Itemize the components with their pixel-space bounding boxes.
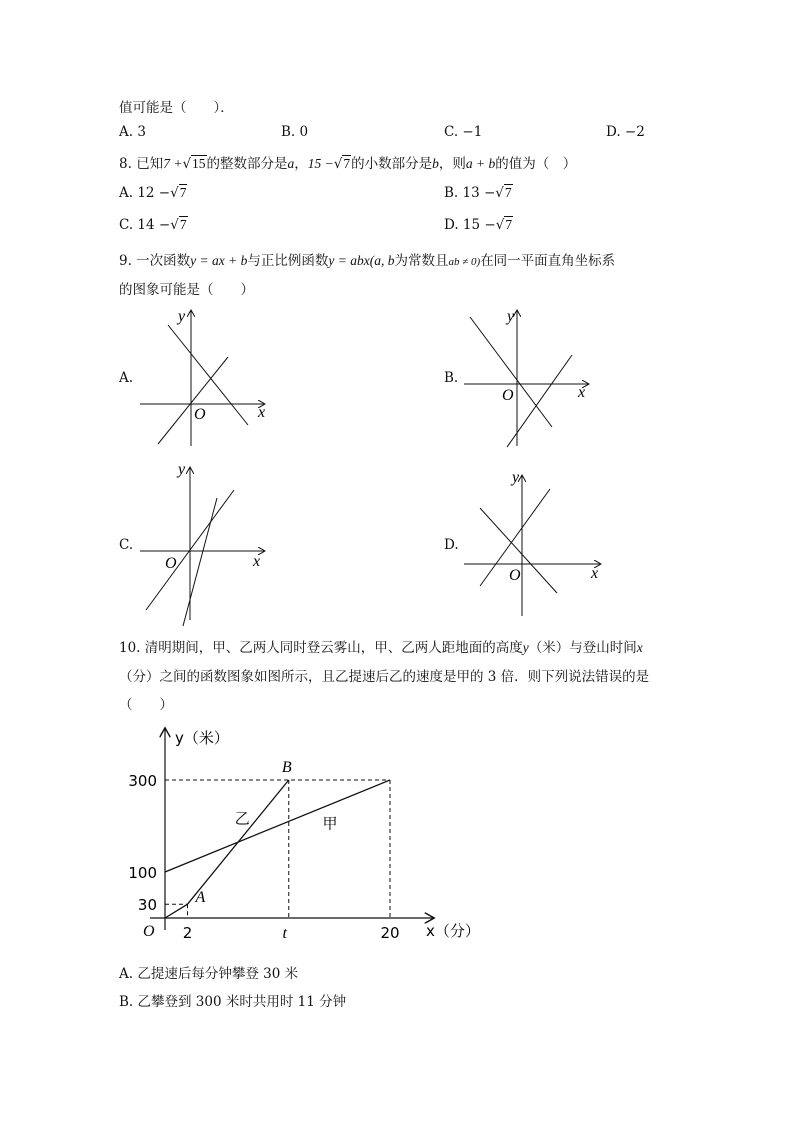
q8-sqrt-15: √15 — [182, 156, 206, 172]
line-decreasing — [470, 317, 552, 427]
q10-stem-line-1 — [119, 636, 643, 656]
q8-number: 8. — [119, 156, 132, 172]
point-b-label: B — [281, 759, 292, 776]
y-tick-300: 300 — [128, 772, 157, 790]
y-tick-100: 100 — [128, 864, 157, 882]
q9-label-a: A. — [119, 370, 134, 386]
x-axis-label: x — [591, 565, 599, 582]
q9-expr-2: y = abx — [328, 253, 370, 268]
series-label-yi: 乙 — [234, 809, 250, 828]
q8-text-6: 的值为（ ） — [495, 156, 577, 172]
q9-graph-b — [462, 305, 602, 455]
q10-stem-line-3: （ ） — [119, 697, 173, 713]
q7-stem-tail: 值可能是（ ）． — [119, 100, 234, 116]
q9-label-d: D. — [444, 537, 459, 553]
q8-expr-3: a + b — [465, 156, 496, 171]
q10-stem-line-2: （分）之间的函数图象如图所示，且乙提速后乙的速度是甲的 3 倍．则下列说法错误的是 — [119, 669, 650, 685]
q9-label-c: C. — [119, 537, 134, 553]
q8-stem — [119, 152, 576, 172]
line-increasing — [158, 357, 228, 444]
q10-text-1: 10. 清明期间，甲、乙两人同时登云雾山，甲、乙两人距地面的高度 — [119, 640, 523, 656]
x-tick-20: 20 — [380, 924, 400, 942]
q7-option-b: B. 0 — [281, 124, 309, 140]
q10-text-2: （米）与登山时间 — [528, 640, 637, 656]
line-decreasing — [168, 325, 248, 425]
q8-expr-1: 7 + — [163, 156, 183, 171]
y-axis-label: y — [178, 461, 186, 478]
origin-label: O — [165, 555, 177, 572]
q9-text-2: 与正比例函数 — [247, 253, 329, 269]
q8-text-3: ， — [294, 156, 308, 172]
x-axis-label: x — [578, 384, 586, 401]
line-steep — [183, 498, 217, 626]
q10-var-y: y — [522, 640, 529, 655]
q10-var-x: x — [636, 640, 643, 655]
q8-text-2: 的整数部分是 — [206, 156, 288, 172]
q7-option-c: C. −1 — [444, 124, 483, 140]
q8-sqrt-7: √7 — [333, 156, 351, 172]
y-axis-label: y — [178, 308, 186, 325]
q8-expr-2: 15 − — [307, 156, 334, 171]
origin-label: O — [502, 387, 514, 404]
q9-expr-1: y = ax + b — [190, 253, 248, 268]
q8-text-5: ，则 — [438, 156, 466, 172]
q8-option-b: B. 13 −√7 — [444, 185, 512, 201]
y-axis-label: y — [512, 469, 520, 486]
series-label-jia: 甲 — [322, 814, 338, 833]
q10-option-a: A. 乙提速后每分钟攀登 30 米 — [119, 966, 299, 982]
q8-var-b: b — [432, 156, 439, 171]
q7-option-a: A. 3 — [119, 124, 146, 140]
q10-option-b: B. 乙攀登到 300 米时共用时 11 分钟 — [119, 994, 347, 1010]
q8-var-a: a — [287, 156, 295, 171]
q9-expr-4: ab ≠ 0) — [448, 256, 481, 268]
origin-label: O — [143, 923, 155, 940]
q9-stem-line-2: 的图象可能是（ ） — [119, 282, 254, 298]
chart-labels — [128, 729, 480, 942]
x-axis-label: x — [258, 404, 266, 421]
q8-option-a: A. 12 −√7 — [119, 185, 187, 201]
q10-chart — [120, 725, 480, 950]
x-tick-t: t — [282, 925, 287, 942]
q8-option-c: C. 14 −√7 — [119, 217, 187, 233]
x-axis-label: x — [253, 553, 261, 570]
series-line-yi — [165, 780, 289, 918]
y-tick-30: 30 — [137, 896, 157, 915]
q8-option-d: D. 15 −√7 — [444, 217, 513, 233]
q9-text-3: 为常数且 — [394, 253, 449, 269]
x-tick-2: 2 — [182, 924, 193, 942]
q9-stem-line-1 — [119, 249, 615, 269]
origin-label: O — [194, 406, 206, 423]
q7-option-d: D. −2 — [606, 124, 645, 140]
q8-text-4: 的小数部分是 — [351, 156, 433, 172]
y-axis-label: y（米） — [175, 729, 229, 747]
x-axis-label: x（分） — [426, 922, 480, 940]
q9-label-b: B. — [444, 370, 459, 386]
q9-graph-d — [462, 466, 602, 626]
q9-graph-a — [138, 305, 278, 450]
q8-text-1: 已知 — [136, 156, 164, 172]
q9-expr-3: (a, b — [369, 253, 395, 268]
point-a-label: A — [195, 889, 206, 907]
q9-text-4: 在同一平面直角坐标系 — [480, 253, 616, 269]
origin-label: O — [509, 567, 521, 584]
y-axis-label: y — [507, 308, 515, 325]
q9-text-1: 9. 一次函数 — [119, 253, 191, 269]
q9-graph-c — [138, 460, 278, 630]
